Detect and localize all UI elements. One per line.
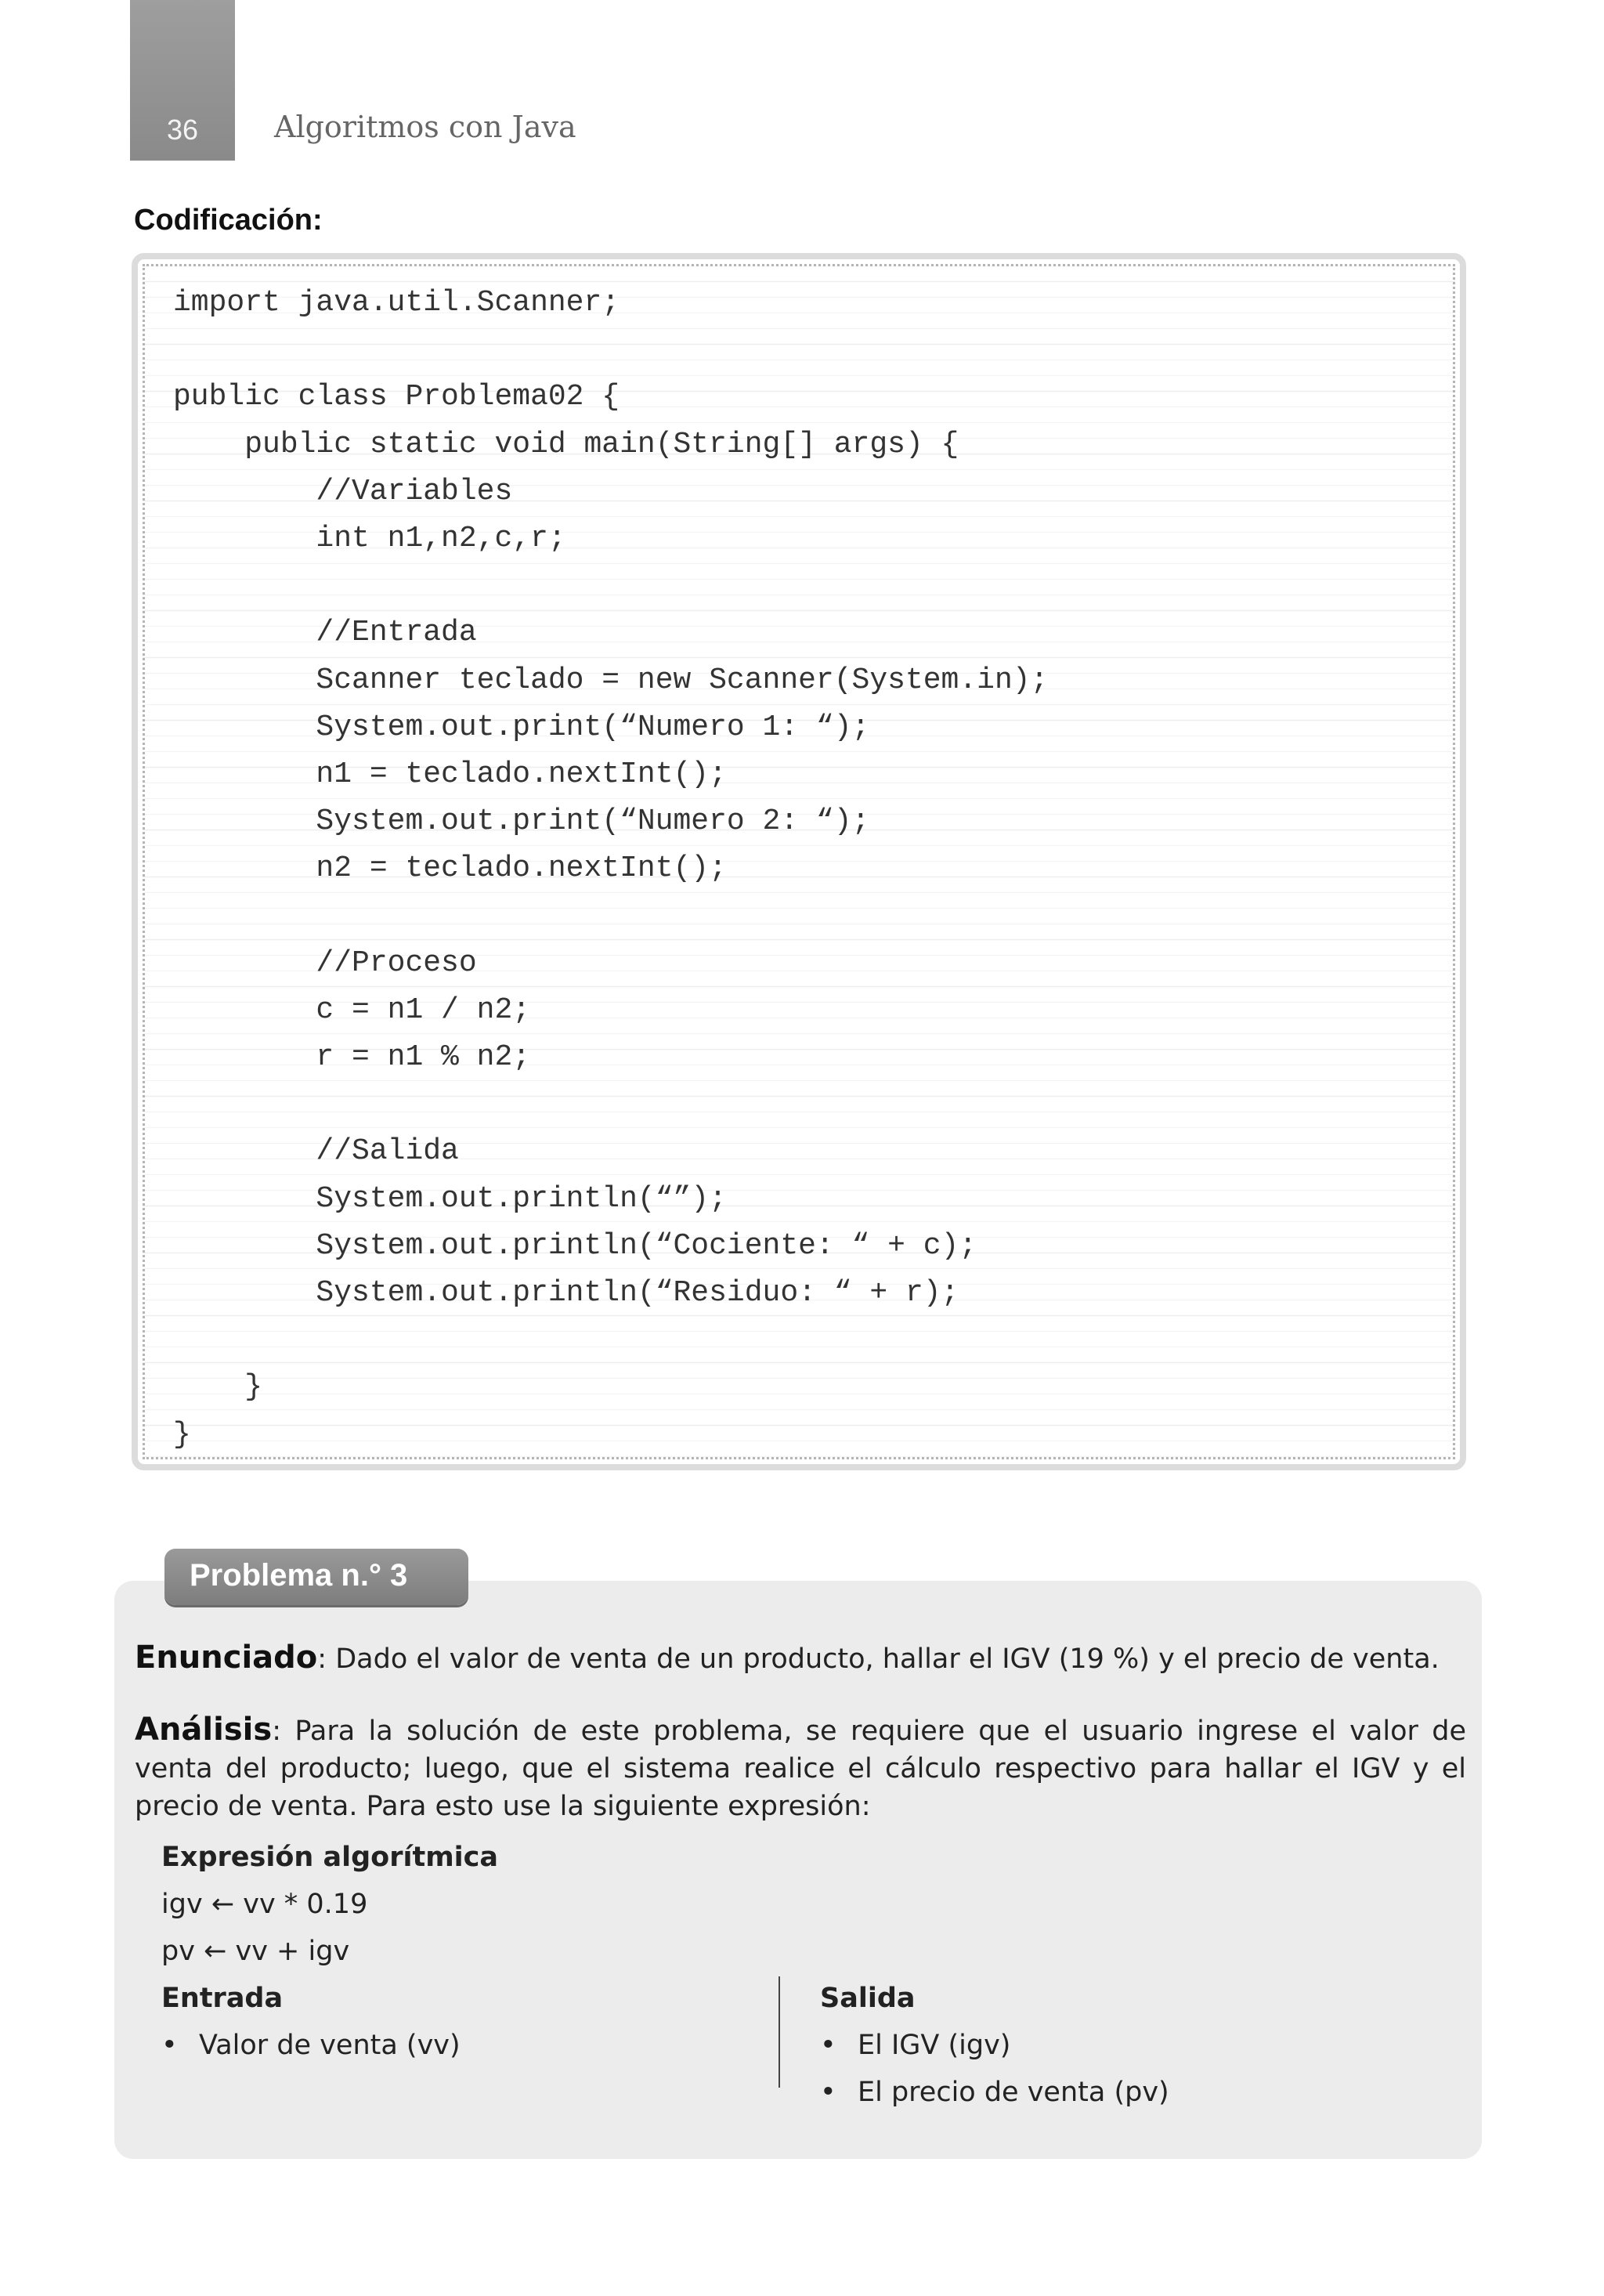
problem-badge-label: Problema n.° 3 — [190, 1558, 408, 1593]
page-number-tab — [130, 0, 235, 161]
code-line — [173, 1321, 1437, 1368]
salida-item: • El precio de venta (pv) — [820, 2074, 1169, 2111]
code-line — [173, 1085, 1437, 1132]
analisis-label: Análisis — [135, 1712, 273, 1748]
code-line: //Proceso — [173, 946, 477, 980]
enunciado-text: : Dado el valor de venta de un producto, hallar el IGV (19 %) y el precio de venta. — [317, 1643, 1440, 1675]
code-line: import java.util.Scanner; — [173, 286, 620, 320]
entrada-item: • Valor de venta (vv) — [161, 2027, 461, 2064]
problem-badge — [164, 1549, 468, 1605]
salida-item: • El IGV (igv) — [820, 2027, 1010, 2064]
code-line: } — [173, 1370, 263, 1405]
code-line: r = n1 % n2; — [173, 1040, 531, 1074]
salida-heading: Salida — [820, 1983, 916, 2014]
code-line: n2 = teclado.nextInt(); — [173, 852, 727, 886]
expression-line: pv ← vv + igv — [161, 1936, 350, 1967]
section-title: Codificación: — [134, 204, 323, 237]
code-line: Scanner teclado = new Scanner(System.in); — [173, 663, 1049, 697]
code-line: //Entrada — [173, 616, 477, 650]
expression-line: igv ← vv * 0.19 — [161, 1889, 368, 1920]
code-line: } — [173, 1417, 191, 1452]
code-line: System.out.println(“Cociente: “ + c); — [173, 1228, 977, 1263]
code-line: public class Problema02 { — [173, 380, 620, 414]
expresion-heading: Expresión algorítmica — [161, 1842, 499, 1873]
code-block — [132, 253, 1466, 1470]
code-line — [173, 896, 1437, 943]
enunciado-paragraph — [135, 1639, 1466, 1678]
page-number: 36 — [166, 114, 199, 146]
code-block-inner — [143, 264, 1455, 1459]
code-line: c = n1 / n2; — [173, 993, 531, 1027]
code-line: System.out.print(“Numero 1: “); — [173, 710, 870, 744]
code-line: //Salida — [173, 1134, 459, 1169]
entrada-heading: Entrada — [161, 1983, 284, 2014]
running-title: Algoritmos con Java — [274, 110, 576, 144]
column-divider — [779, 1976, 780, 2088]
code-line: System.out.print(“Numero 2: “); — [173, 805, 870, 839]
analisis-text: : Para la solución de este problema, se requiere que el usuario ingrese el valor de venta del producto; luego, que el sistema realice el cálculo respectivo para hallar el IGV y el precio de venta. Para esto use la siguiente expresión: — [135, 1716, 1466, 1822]
code-line: public static void main(String[] args) { — [173, 427, 959, 461]
code-line: //Variables — [173, 474, 513, 508]
enunciado-label: Enunciado — [135, 1640, 318, 1676]
code-line: System.out.println(“Residuo: “ + r); — [173, 1275, 959, 1310]
analisis-paragraph — [135, 1711, 1466, 1825]
code-lines — [173, 284, 1437, 1463]
code-line: System.out.println(“”); — [173, 1181, 727, 1216]
code-line: int n1,n2,c,r; — [173, 521, 566, 555]
code-line — [173, 566, 1437, 613]
code-line: n1 = teclado.nextInt(); — [173, 757, 727, 791]
code-line — [173, 331, 1437, 378]
